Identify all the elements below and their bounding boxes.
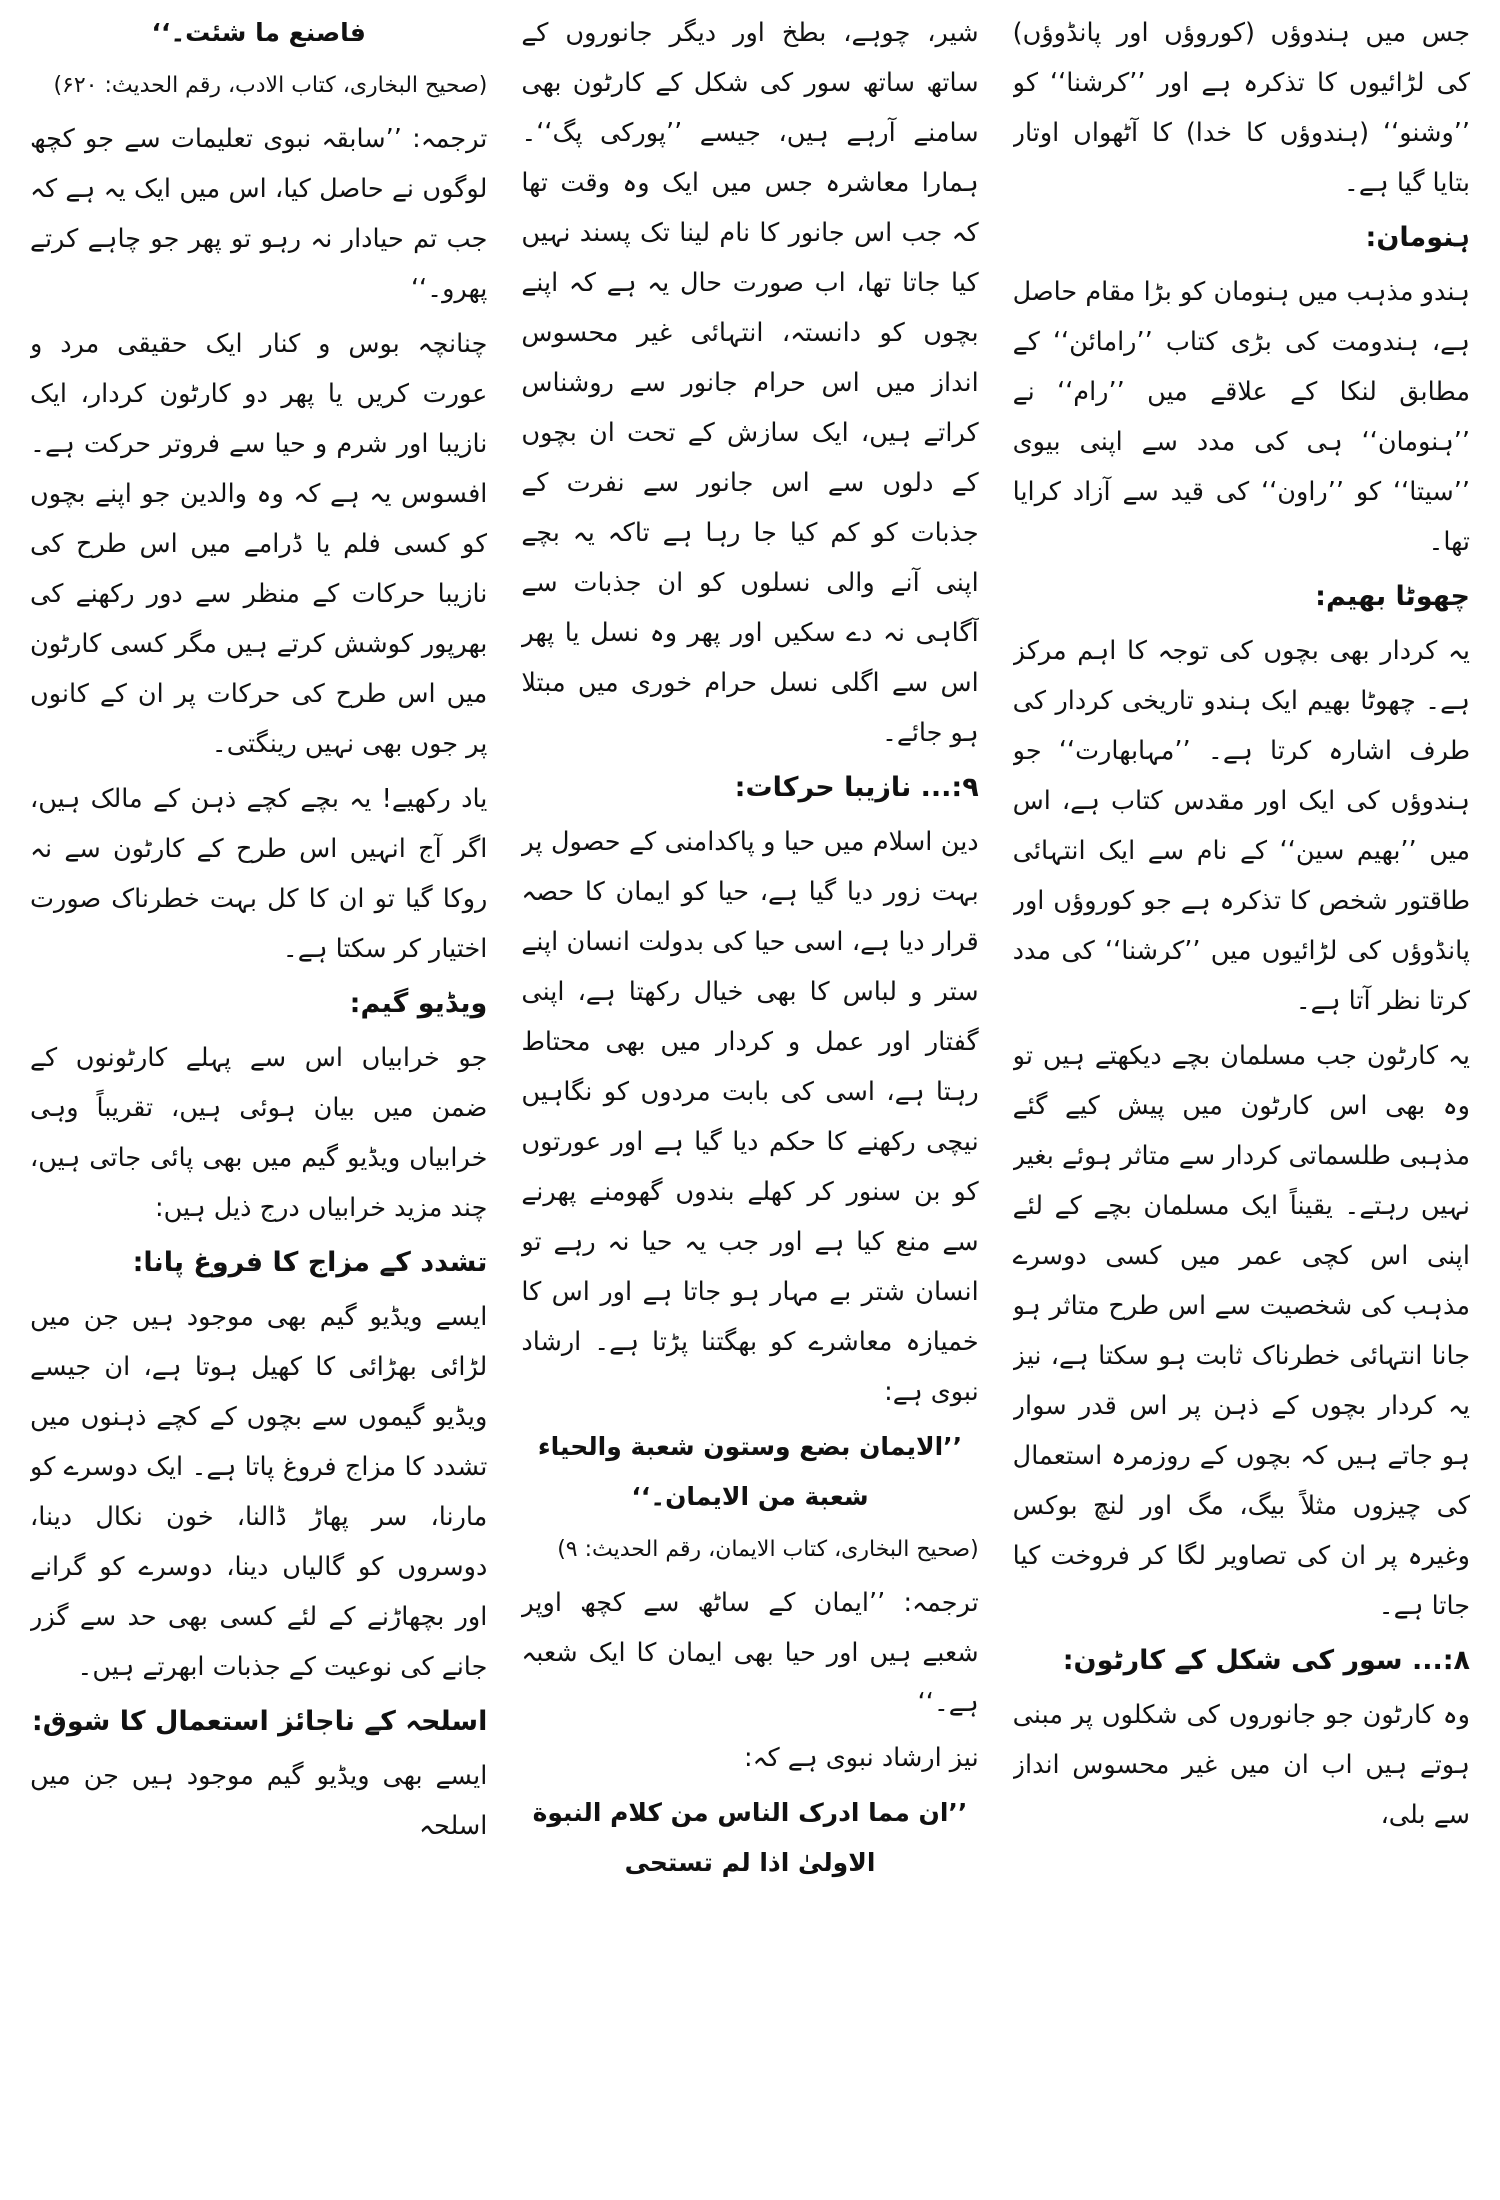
paragraph: یہ کارٹون جب مسلمان بچے دیکھتے ہیں تو وہ بھی اس کارٹون میں پیش کیے گئے مذہبی طلسماتی کردار سے متاثر ہوئے بغیر نہیں رہتے۔ یقیناً ایک مسلمان بچے کے لئے اپنی اس کچی عمر میں کسی دوسرے مذہب کی شخصیت سے اس طرح متاثر ہو جانا انتہائی خطرناک ثابت ہو سکتا ہے، نیز یہ کردار بچوں کے ذہن پر اس قدر سوار ہو جاتے ہیں کہ بچوں کے روزمرہ استعمال کی چیزوں مثلاً بیگ، مگ اور لنچ بوکس وغیرہ پر ان کی تصاویر لگا کر فروخت کیا جاتا ہے۔	[1012, 1041, 1470, 1621]
hadith-reference: (صحیح البخاری، کتاب الایمان، رقم الحدیث: ۹)	[557, 1537, 979, 1562]
paragraph: چنانچہ بوس و کنار ایک حقیقی مرد و عورت کریں یا پھر دو کارٹون کردار، ایک نازیبا اور شرم و حیا سے فروتر حرکت ہے۔ افسوس یہ ہے کہ وہ والدین جو اپنے بچوں کو کسی فلم یا ڈرامے میں اس طرح کی نازیبا حرکات کے منظر سے دور رکھنے کی بھرپور کوشش کرتے ہیں مگر کسی کارٹون میں اس طرح کی حرکات پر ان کے کانوں پر جوں بھی نہیں رینگتی۔	[30, 329, 488, 759]
arabic-quote: ’’ان مما ادرک الناس من کلام النبوة الاولیٰ اذا لم تستحی	[532, 1798, 968, 1877]
paragraph: یاد رکھیے! یہ بچے کچے ذہن کے مالک ہیں، اگر آج انہیں اس طرح کے کارٹون سے نہ روکا گیا تو ان کا کل بہت خطرناک صورت اختیار کر سکتا ہے۔	[30, 784, 488, 964]
section-heading: اسلحہ کے ناجائز استعمال کا شوق:	[31, 1706, 488, 1737]
column-left	[30, 8, 487, 2193]
paragraph: نیز ارشاد نبوی ہے کہ:	[744, 1743, 979, 1773]
paragraph: دین اسلام میں حیا و پاکدامنی کے حصول پر بہت زور دیا گیا ہے، حیا کو ایمان کا حصہ قرار دیا ہے، اسی حیا کی بدولت انسان اپنے ستر و لباس کا بھی خیال رکھتا ہے، اپنی گفتار اور عمل و کردار میں بھی محتاط رہتا ہے، اسی کی بابت مردوں کو نگاہیں نیچی رکھنے کا حکم دیا گیا ہے اور عورتوں کو بن سنور کر کھلے بندوں گھومنے پھرنے سے منع کیا ہے اور جب یہ حیا نہ رہے تو انسان شتر بے مہار ہو جاتا ہے اور اس کا خمیازہ معاشرے کو بھگتنا پڑتا ہے۔ ارشاد نبوی ہے:	[521, 827, 979, 1407]
arabic-quote: ’’الایمان بضع وستون شعبة والحیاء شعبة من الایمان۔‘‘	[537, 1432, 963, 1511]
paragraph: جس میں ہندوؤں (کوروؤں اور پانڈوؤں) کی لڑائیوں کا تذکرہ ہے اور ’’کرشنا‘‘ کو ’’وشنو‘‘ (ہندوؤں کا خدا) کا آٹھواں اوتار بتایا گیا ہے۔	[1012, 18, 1470, 198]
paragraph: جو خرابیاں اس سے پہلے کارٹونوں کے ضمن میں بیان ہوئی ہیں، تقریباً وہی خرابیاں ویڈیو گیم میں بھی پائی جاتی ہیں، چند مزید خرابیاں درج ذیل ہیں:	[30, 1043, 488, 1223]
section-heading: ویڈیو گیم:	[349, 988, 488, 1019]
paragraph: ترجمہ: ’’ایمان کے ساٹھ سے کچھ اوپر شعبے ہیں اور حیا بھی ایمان کا ایک شعبہ ہے۔‘‘	[521, 1588, 979, 1718]
section-heading: تشدد کے مزاج کا فروغ پانا:	[132, 1247, 488, 1278]
column-right	[1013, 8, 1470, 2193]
paragraph: ہندو مذہب میں ہنومان کو بڑا مقام حاصل ہے، ہندومت کی بڑی کتاب ’’رامائن‘‘ کے مطابق لنکا کے علاقے میں ’’رام‘‘ نے ’’ہنومان‘‘ ہی کی مدد سے اپنی بیوی ’’سیتا‘‘ کو ’’راون‘‘ کی قید سے آزاد کرایا تھا۔	[1012, 277, 1470, 557]
section-heading: ۹:... نازیبا حرکات:	[734, 772, 979, 803]
hadith-reference: (صحیح البخاری، کتاب الادب، رقم الحدیث: ۶۲۰)	[53, 73, 488, 98]
section-heading: چھوٹا بھیم:	[1315, 581, 1470, 612]
arabic-quote: فاصنع ما شئت۔‘‘	[151, 18, 366, 47]
paragraph: ایسے ویڈیو گیم بھی موجود ہیں جن میں لڑائی بھڑائی کا کھیل ہوتا ہے، ان جیسے ویڈیو گیموں سے بچوں کے کچے ذہنوں میں تشدد کا مزاج فروغ پاتا ہے۔ ایک دوسرے کو مارنا، سر پھاڑ ڈالنا، خون نکال دینا، دوسروں کو گالیاں دینا، دوسرے کو گرانے اور بچھاڑنے کے لئے کسی بھی حد سے گزر جانے کی نوعیت کے جذبات ابھرتے ہیں۔	[30, 1302, 488, 1682]
paragraph: یہ کردار بھی بچوں کی توجہ کا اہم مرکز ہے۔ چھوٹا بھیم ایک ہندو تاریخی کردار کی طرف اشارہ کرتا ہے۔ ’’مہابھارت‘‘ جو ہندوؤں کی ایک اور مقدس کتاب ہے، اس میں ’’بھیم سین‘‘ کے نام سے ایک انتہائی طاقتور شخص کا تذکرہ ہے جو کوروؤں اور پانڈوؤں کی لڑائیوں میں ’’کرشنا‘‘ کی مدد کرتا نظر آتا ہے۔	[1012, 636, 1470, 1016]
paragraph: شیر، چوہے، بطخ اور دیگر جانوروں کے ساتھ ساتھ سور کی شکل کے کارٹون بھی سامنے آرہے ہیں، جیسے ’’پورکی پگ‘‘۔ ہمارا معاشرہ جس میں ایک وہ وقت تھا کہ جب اس جانور کا نام لینا تک پسند نہیں کیا جاتا تھا، اب صورت حال یہ ہے کہ اپنے بچوں کو دانستہ، انتہائی غیر محسوس انداز میں اس حرام جانور سے روشناس کراتے ہیں، ایک سازش کے تحت ان بچوں کے دلوں سے اس جانور سے نفرت کے جذبات کو کم کیا جا رہا ہے تاکہ یہ بچے اپنی آنے والی نسلوں کو ان جذبات سے آگاہی نہ دے سکیں اور پھر وہ نسل یا پھر اس سے اگلی نسل حرام خوری میں مبتلا ہو جائے۔	[521, 18, 979, 748]
section-heading: ہنومان:	[1365, 222, 1470, 253]
column-middle	[521, 8, 978, 2193]
paragraph: وہ کارٹون جو جانوروں کی شکلوں پر مبنی ہوتے ہیں اب ان میں غیر محسوس انداز سے بلی،	[1012, 1700, 1470, 1830]
section-heading: ۸:... سور کی شکل کے کارٹون:	[1062, 1645, 1470, 1676]
paragraph: ترجمہ: ’’سابقہ نبوی تعلیمات سے جو کچھ لوگوں نے حاصل کیا، اس میں ایک یہ ہے کہ جب تم حیادار نہ رہو تو پھر جو چاہے کرتے پھرو۔‘‘	[30, 124, 488, 304]
paragraph: ایسے بھی ویڈیو گیم موجود ہیں جن میں اسلحہ	[30, 1761, 488, 1841]
